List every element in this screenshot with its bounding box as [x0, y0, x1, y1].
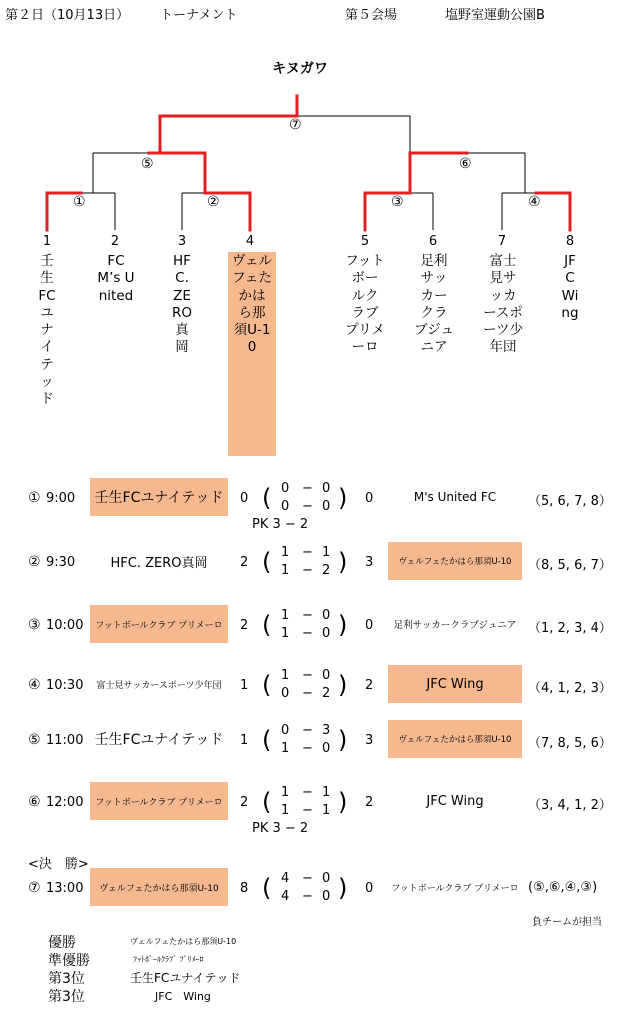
dash: − [302, 871, 313, 886]
away-score: 2 [365, 795, 374, 810]
open-paren: ( [262, 611, 272, 639]
open-paren: ( [262, 671, 272, 699]
close-paren: ) [338, 548, 348, 576]
home-team: 壬生FCユナイテッド [90, 478, 228, 516]
dash: − [302, 545, 313, 560]
team-number: 7 [497, 234, 507, 249]
match-row [0, 478, 621, 532]
half2-away: 0 [322, 626, 331, 641]
dash: − [302, 499, 313, 514]
bracket-label-5: ⑤ [141, 156, 154, 172]
close-paren: ) [338, 671, 348, 699]
team-name-8: JFC Wing [561, 253, 579, 321]
half1-home: 0 [281, 481, 290, 496]
team-name-4: ヴェルフェたかはら那須U-10 [232, 253, 272, 356]
final-label: <決 勝> [28, 857, 89, 872]
close-paren: ) [338, 788, 348, 816]
team-number: 1 [42, 234, 52, 249]
team-number: 2 [110, 234, 120, 249]
team-name-5: フットボールクラブ プリメーロ [345, 253, 385, 356]
match-time: 11:00 [46, 733, 84, 748]
home-score: 1 [240, 733, 249, 748]
half2-away: 2 [322, 686, 331, 701]
half1-home: 1 [281, 608, 290, 623]
dash: − [302, 723, 313, 738]
match-time: 10:00 [46, 618, 84, 633]
half1-home: 4 [281, 871, 290, 886]
team-number: 5 [360, 234, 370, 249]
half2-away: 0 [322, 499, 331, 514]
away-team: JFC Wing [388, 665, 522, 703]
match-number: ⑥ [28, 794, 41, 810]
open-paren: ( [262, 548, 272, 576]
half1-away: 3 [322, 723, 331, 738]
referee-teams: （4, 1, 2, 3） [528, 681, 612, 696]
close-paren: ) [338, 874, 348, 902]
dash: − [302, 481, 313, 496]
half1-away: 0 [322, 481, 331, 496]
bracket-label-3: ③ [391, 194, 404, 210]
team-name-1: 壬生FCユナイテッド [38, 253, 56, 408]
open-paren: ( [262, 726, 272, 754]
loser-note: 負チームが担当 [532, 917, 602, 928]
result-team: ﾌｯﾄﾎﾞｰﾙｸﾗﾌﾞ ﾌﾟﾘﾒｰﾛ [133, 955, 204, 964]
half1-home: 0 [281, 723, 290, 738]
result-rank: 準優勝 [48, 953, 90, 969]
dash: − [302, 668, 313, 683]
open-paren: ( [262, 874, 272, 902]
match-number: ⑤ [28, 732, 41, 748]
match-time: 10:30 [46, 678, 84, 693]
dash: − [302, 608, 313, 623]
match-row [0, 605, 621, 645]
match-row [0, 542, 621, 582]
header-venue: 塩野室運動公園B [445, 8, 545, 23]
away-team: M's United FC [413, 490, 497, 504]
match-time: 9:30 [46, 555, 76, 570]
champion-name: キヌガワ [272, 61, 328, 77]
away-score: 0 [365, 618, 374, 633]
half2-home: 0 [281, 686, 290, 701]
half2-home: 0 [281, 499, 290, 514]
half1-home: 1 [281, 545, 290, 560]
half1-away: 1 [322, 785, 331, 800]
half1-home: 1 [281, 668, 290, 683]
half2-home: 1 [281, 563, 290, 578]
result-rank: 第3位 [48, 989, 85, 1005]
dash: − [302, 785, 313, 800]
match-time: 9:00 [46, 491, 76, 506]
match-time: 13:00 [46, 881, 84, 896]
half1-away: 0 [322, 668, 331, 683]
bracket-label-1: ① [73, 194, 86, 210]
half2-away: 2 [322, 563, 331, 578]
half2-home: 1 [281, 803, 290, 818]
close-paren: ) [338, 726, 348, 754]
match-number: ④ [28, 677, 41, 693]
match-number: ③ [28, 617, 41, 633]
away-score: 0 [365, 881, 374, 896]
result-team: JFC Wing [155, 990, 211, 1003]
referee-teams: （7, 8, 5, 6） [528, 736, 612, 751]
match-number: ① [28, 490, 41, 506]
home-score: 2 [240, 618, 249, 633]
away-score: 2 [365, 678, 374, 693]
team-name-6: 足利サッカークラブジュニア [414, 253, 454, 356]
match-row [0, 720, 621, 760]
penalty-kick: PK 3 − 2 [252, 821, 309, 836]
open-paren: ( [262, 788, 272, 816]
close-paren: ) [338, 484, 348, 512]
match-row [0, 868, 621, 908]
half1-home: 1 [281, 785, 290, 800]
home-score: 8 [240, 881, 249, 896]
dash: − [302, 626, 313, 641]
dash: − [302, 563, 313, 578]
home-team: ヴェルフェたかはら那須U-10 [90, 868, 228, 906]
home-score: 2 [240, 555, 249, 570]
away-team: 足利サッカークラブジュニア [393, 620, 517, 631]
match-number: ⑦ [28, 880, 41, 896]
dash: − [302, 803, 313, 818]
result-team: 壬生FCユナイテッド [130, 971, 241, 985]
dash: − [302, 686, 313, 701]
home-team: フットボールクラブ プリメーロ [90, 605, 228, 643]
home-team: フットボールクラブ プリメーロ [90, 782, 228, 820]
match-row [0, 665, 621, 705]
half2-away: 0 [322, 741, 331, 756]
team-name-7: 富士見サッカースポーツ少年団 [483, 253, 523, 356]
half1-away: 0 [322, 871, 331, 886]
home-score: 0 [240, 491, 249, 506]
bracket-label-4: ④ [528, 194, 541, 210]
result-team: ヴェルフェたかはら那須U-10 [130, 937, 237, 946]
referee-teams: （3, 4, 1, 2） [528, 798, 612, 813]
half1-away: 0 [322, 608, 331, 623]
home-team: 富士見サッカースポーツ少年団 [96, 680, 222, 691]
referee-teams: （5, 6, 7, 8） [528, 494, 612, 509]
home-team: HFC. ZERO真岡 [110, 555, 208, 571]
half2-away: 1 [322, 803, 331, 818]
header-day: 第２日（10月13日） [5, 8, 130, 23]
bracket-label-7: ⑦ [289, 117, 302, 133]
half2-home: 1 [281, 626, 290, 641]
away-score: 3 [365, 733, 374, 748]
home-score: 2 [240, 795, 249, 810]
away-team: フットボールクラブ プリメーロ [391, 883, 519, 894]
close-paren: ) [338, 611, 348, 639]
match-number: ② [28, 554, 41, 570]
referee-teams: （1, 2, 3, 4） [528, 621, 612, 636]
open-paren: ( [262, 484, 272, 512]
header-venue-no: 第５会場 [345, 8, 398, 23]
result-rank: 第3位 [48, 971, 85, 987]
referee-teams: （8, 5, 6, 7） [528, 558, 612, 573]
home-team: 壬生FCユナイテッド [94, 732, 224, 748]
half2-home: 1 [281, 741, 290, 756]
match-row [0, 782, 621, 836]
away-team: ヴェルフェたかはら那須U-10 [388, 542, 522, 580]
referee-teams: (⑤,⑥,④,③) [528, 880, 598, 895]
away-score: 0 [365, 491, 374, 506]
team-name-2: FC M’s United [97, 253, 139, 304]
bracket-label-6: ⑥ [459, 156, 472, 172]
dash: − [302, 741, 313, 756]
dash: − [302, 889, 313, 904]
away-score: 3 [365, 555, 374, 570]
match-time: 12:00 [46, 795, 84, 810]
result-rank: 優勝 [48, 935, 76, 951]
bracket-label-2: ② [207, 194, 220, 210]
home-score: 1 [240, 678, 249, 693]
team-number: 8 [565, 234, 575, 249]
half2-away: 0 [322, 889, 331, 904]
team-number: 3 [177, 234, 187, 249]
team-number: 4 [245, 234, 255, 249]
team-name-3: HFC.ZERO真岡 [172, 253, 193, 356]
away-team: JFC Wing [426, 793, 484, 809]
away-team: ヴェルフェたかはら那須U-10 [388, 720, 522, 758]
half2-home: 4 [281, 889, 290, 904]
team-number: 6 [428, 234, 438, 249]
penalty-kick: PK 3 − 2 [252, 517, 309, 532]
header-type: トーナメント [160, 8, 238, 23]
half1-away: 1 [322, 545, 331, 560]
